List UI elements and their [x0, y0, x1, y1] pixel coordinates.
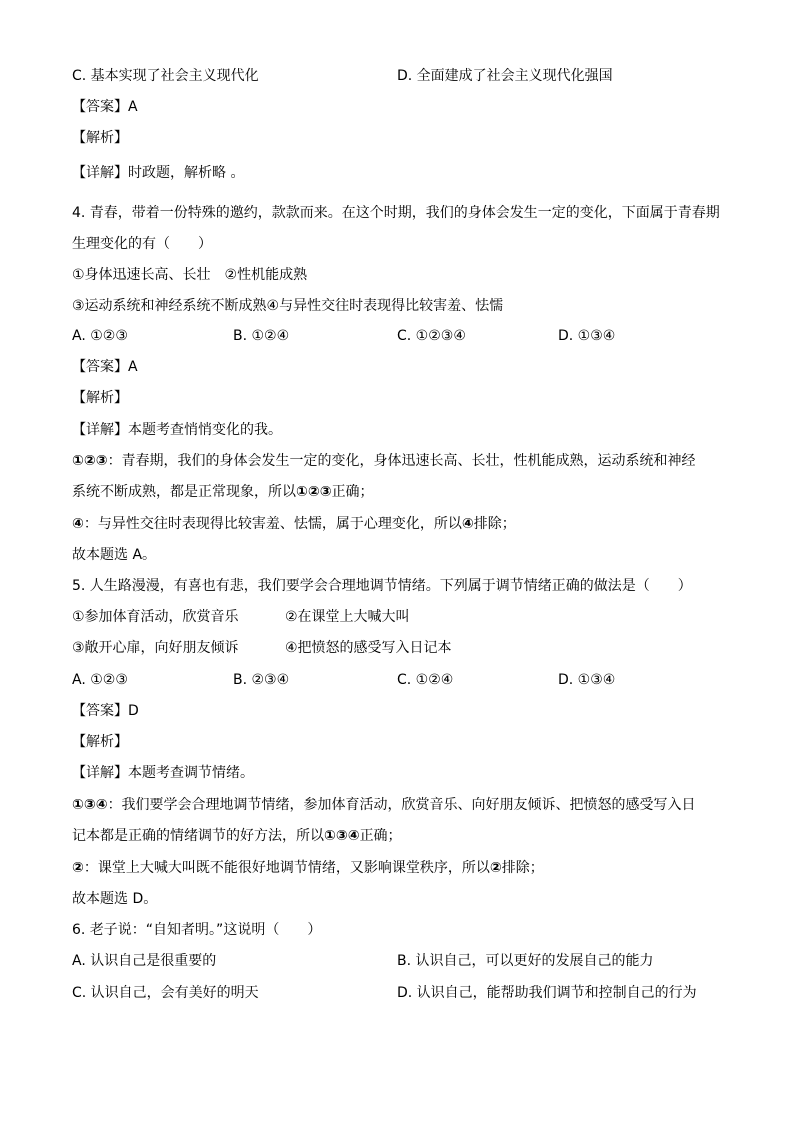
explain-marker: ② [72, 860, 84, 876]
q5-option-b: B. ②③④ [233, 672, 290, 688]
explain-text: ：我们要学会合理地调节情绪，参加体育活动，欣赏音乐、向好朋友倾诉、把愤怒的感受写入日 [107, 797, 696, 813]
explain-text: 正确； [331, 484, 374, 500]
q4-detail [72, 421, 282, 439]
q4-conclusion: 故本题选 A。 [72, 547, 157, 563]
q4-analysis-tag: 【解析】 [72, 390, 128, 406]
explain-text: 系统不断成熟，都是正常现象，所以 [72, 484, 296, 500]
q5-analysis-tag: 【解析】 [72, 734, 128, 750]
q3-option-d: D. 全面建成了社会主义现代化强国 [397, 68, 613, 84]
detail-text: 时政题，解析略 。 [128, 165, 245, 181]
q4-items-line1: ①身体迅速长高、长壮 ②性机能成熟 [72, 267, 308, 283]
q6-option-a: A. 认识自己是很重要的 [72, 953, 217, 969]
explain-text: 排除； [501, 860, 544, 876]
q5-explain1-line1 [72, 796, 696, 814]
explain-text: ：与异性交往时表现得比较害羞、怯懦，属于心理变化，所以 [83, 516, 462, 532]
answer-tag: 【答案】 [72, 359, 128, 375]
q6-option-b: B. 认识自己，可以更好的发展自己的能力 [397, 953, 654, 969]
q5-item3: ③敞开心扉，向好朋友倾诉 [72, 640, 239, 656]
q5-item4: ④把愤怒的感受写入日记本 [285, 640, 452, 656]
detail-text: 本题考查调节情绪。 [128, 765, 254, 781]
q4-option-a: A. ①②③ [72, 328, 128, 344]
explain-text: ：青春期，我们的身体会发生一定的变化，身体迅速长高、长壮，性机能成熟，运动系统和神经 [107, 453, 696, 469]
q4-explain2 [72, 515, 516, 533]
q5-item2: ②在课堂上大喊大叫 [285, 609, 410, 625]
q4-option-c: C. ①②③④ [397, 328, 466, 344]
explain-marker: ①②③ [72, 453, 108, 469]
explain-marker: ①③④ [324, 828, 360, 844]
answer-value: A [128, 359, 138, 375]
q3-option-c: C. 基本实现了社会主义现代化 [72, 68, 259, 84]
q5-option-d: D. ①③④ [558, 672, 616, 688]
detail-tag: 【详解】 [72, 422, 128, 438]
explain-marker: ② [489, 860, 502, 876]
q6-option-d: D. 认识自己，能帮助我们调节和控制自己的行为 [397, 985, 697, 1001]
q6-stem: 6. 老子说：“自知者明。”这说明（ ） [72, 922, 322, 938]
answer-value: D [128, 703, 139, 719]
q5-stem: 5. 人生路漫漫，有喜也有悲，我们要学会合理地调节情绪。下列属于调节情绪正确的做法是（ ） [72, 578, 692, 594]
explain-marker: ①②③ [296, 484, 332, 500]
explain-marker: ④ [72, 516, 84, 532]
q5-explain1-line2 [72, 827, 402, 845]
detail-tag: 【详解】 [72, 165, 128, 181]
explain-marker: ①③④ [72, 797, 108, 813]
q5-explain2 [72, 859, 544, 877]
q4-option-b: B. ①②④ [233, 328, 290, 344]
q5-answer [72, 702, 139, 720]
q4-stem-line1: 4. 青春，带着一份特殊的邀约，款款而来。在这个时期，我们的身体会发生一定的变化，下面属于青春期 [72, 205, 720, 221]
explain-text: 正确； [359, 828, 402, 844]
explain-text: 排除； [473, 516, 516, 532]
q4-items-line2: ③运动系统和神经系统不断成熟④与异性交往时表现得比较害羞、怯懦 [72, 298, 504, 314]
explain-text: 记本都是正确的情绪调节的好方法，所以 [72, 828, 324, 844]
answer-tag: 【答案】 [72, 99, 128, 115]
answer-value: A [128, 99, 138, 115]
q5-conclusion: 故本题选 D。 [72, 891, 158, 907]
q4-option-d: D. ①③④ [558, 328, 616, 344]
answer-tag: 【答案】 [72, 703, 128, 719]
q5-detail [72, 764, 254, 782]
q4-explain1-line2 [72, 483, 374, 501]
q4-answer [72, 358, 138, 376]
q5-item1: ①参加体育活动，欣赏音乐 [72, 609, 239, 625]
q4-stem-line2: 生理变化的有（ ） [72, 236, 212, 252]
q3-analysis-tag: 【解析】 [72, 130, 128, 146]
detail-text: 本题考查悄悄变化的我。 [128, 422, 282, 438]
explain-marker: ④ [461, 516, 474, 532]
detail-tag: 【详解】 [72, 765, 128, 781]
q5-option-c: C. ①②④ [397, 672, 454, 688]
q6-option-c: C. 认识自己，会有美好的明天 [72, 985, 259, 1001]
explain-text: ：课堂上大喊大叫既不能很好地调节情绪，又影响课堂秩序，所以 [83, 860, 490, 876]
q4-explain1-line1 [72, 452, 696, 470]
q3-detail [72, 164, 244, 182]
q3-answer [72, 98, 138, 116]
q5-option-a: A. ①②③ [72, 672, 128, 688]
